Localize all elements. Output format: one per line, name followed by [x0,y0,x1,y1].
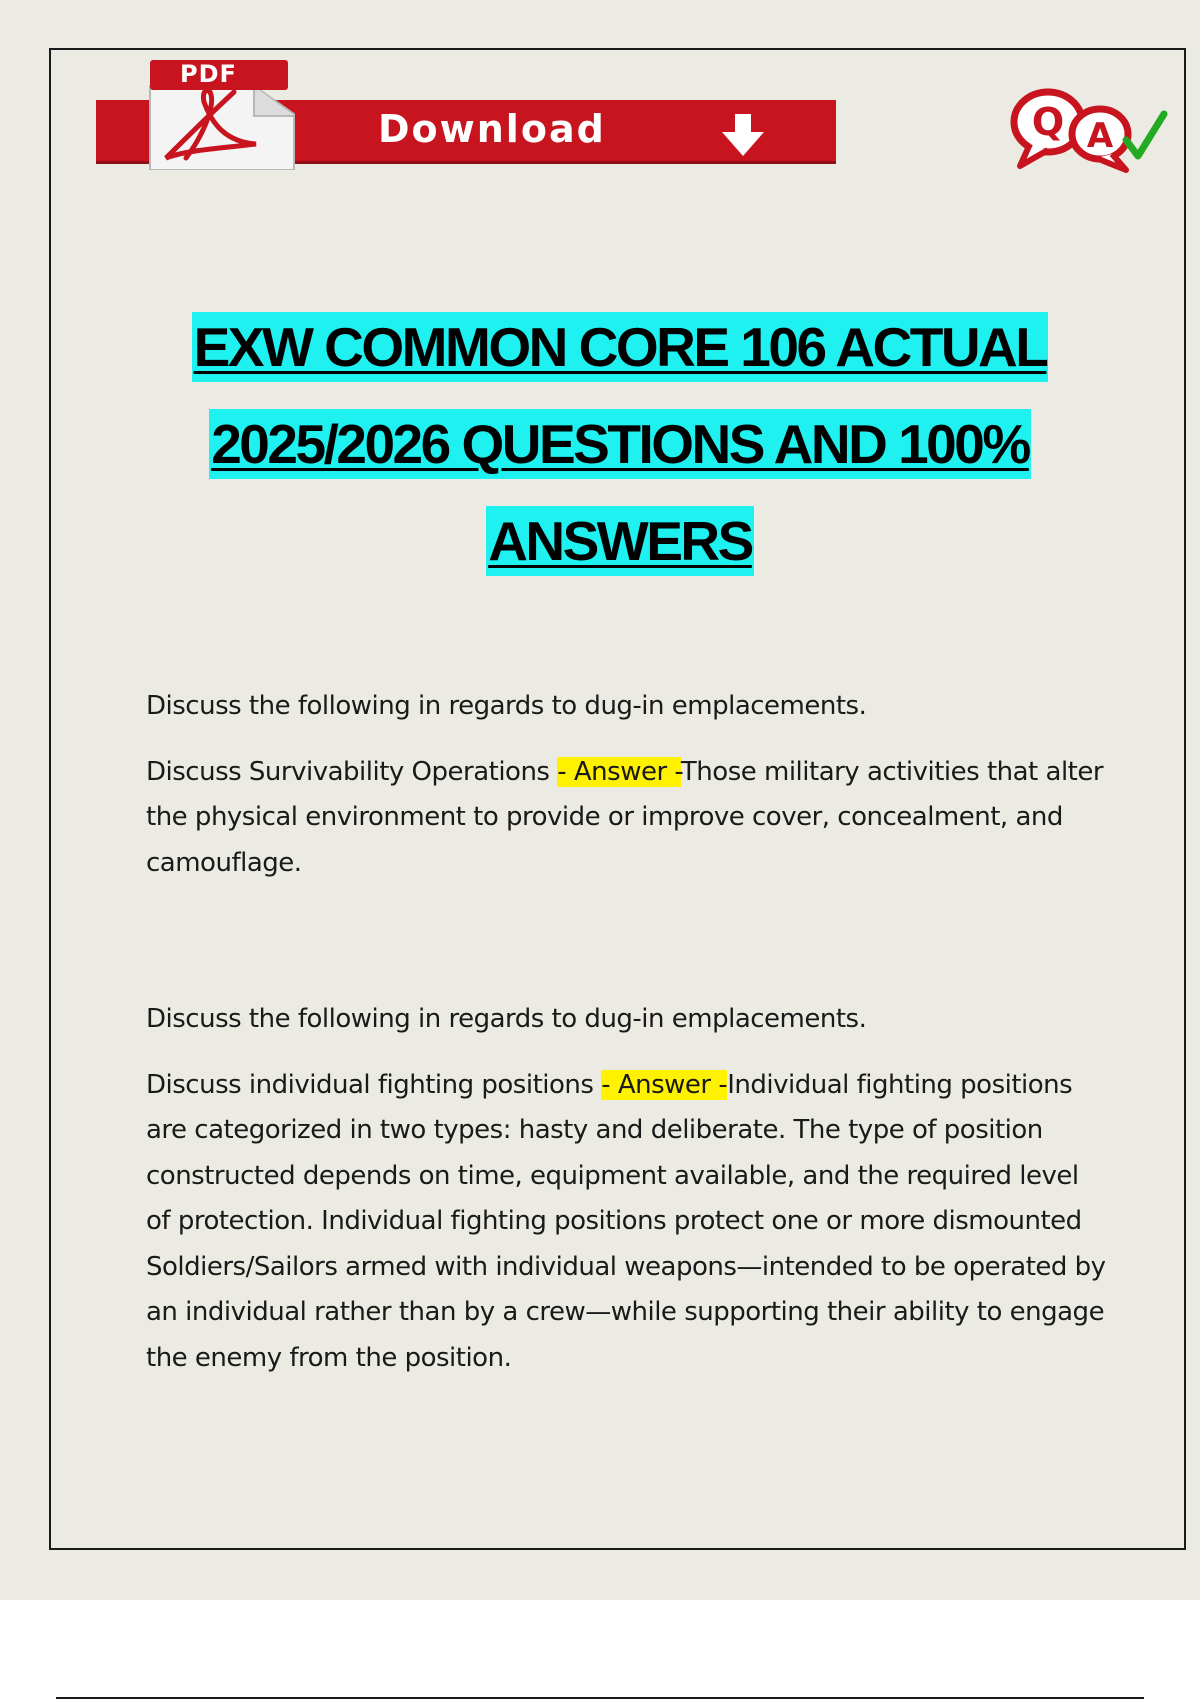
arrow-down-icon [718,112,768,158]
document-title [60,312,1180,603]
answer-marker: - Answer - [557,756,681,787]
question-answer-item [146,750,1106,887]
pdf-label: PDF [180,60,237,88]
qa-q-letter: Q [1031,100,1065,144]
title-line-3: ANSWERS [486,506,754,576]
question-answer-item [146,1063,1106,1382]
qa-a-letter: A [1086,116,1114,156]
bottom-divider [56,1697,1144,1699]
download-label: Download [378,107,606,151]
pdf-document-icon [146,58,296,170]
title-line-1: EXW COMMON CORE 106 ACTUAL [192,312,1049,382]
question-text: Discuss Survivability Operations [146,756,550,787]
title-line-2: 2025/2026 QUESTIONS AND 100% [209,409,1031,479]
download-banner[interactable] [96,58,836,168]
question-prompt: Discuss the following in regards to dug-in emplacements. [146,1004,867,1034]
answer-text: Those military activities that alter the physical environment to provide or improve cover, concealment, and camouflage. [146,756,1104,878]
question-text: Discuss individual fighting positions [146,1069,594,1100]
answer-marker: - Answer - [601,1069,728,1100]
question-prompt: Discuss the following in regards to dug-in emplacements. [146,691,867,721]
qa-logo-icon [1008,84,1168,176]
answer-text: Individual fighting positions are categorized in two types: hasty and deliberate. The type of position constructed depends on time, equipment available, and the required level of protection. Individual fighting positions protect one or more dismounted Soldiers/Sailors armed with individual weapons—intended to be operated by an individual rather than by a crew—while supporting their ability to engage the enemy from the position. [146,1069,1106,1373]
qa-content [146,684,1106,1492]
